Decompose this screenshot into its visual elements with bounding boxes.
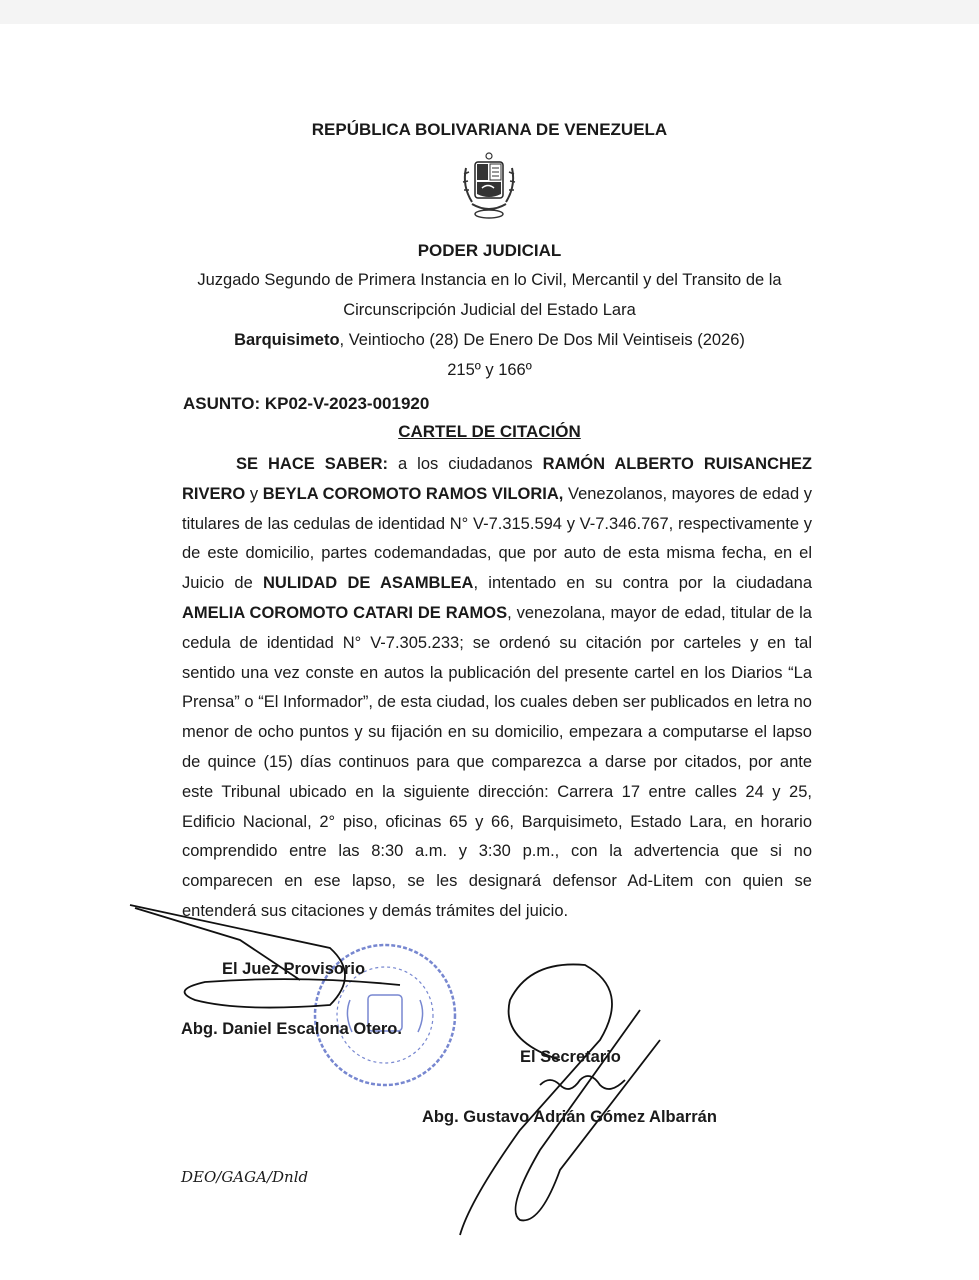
citation-body [182,450,812,927]
coat-of-arms-icon [458,150,520,222]
court-name-line-2: Circunscripción Judicial del Estado Lara [343,301,636,319]
document-title: CARTEL DE CITACIÓN [398,422,581,441]
branch-heading: PODER JUDICIAL [417,241,562,260]
country-heading: REPÚBLICA BOLIVARIANA DE VENEZUELA [311,120,668,139]
years-line: 215º y 166º [447,361,532,379]
judge-name: Abg. Daniel Escalona Otero. [181,1020,402,1038]
body-text: a los ciudadanos [388,455,543,473]
case-type: NULIDAD DE ASAMBLEA [262,574,474,593]
secretary-title: El Secretario [520,1048,621,1066]
lead-text: SE HACE SABER: [236,455,389,473]
top-band [0,0,979,24]
date-line [0,331,979,350]
body-text: , venezolana, mayor de edad, titular de la cedula de identidad N° V-7.305.233; se ordenó su citación por carteles y en tal sentido una vez conste en autos la publicación del presente cartel en los Diarios “La Prensa” o “El Informador”, de esta ciudad, los cuales deben ser publicados en letra no menor de ocho puntos y su fijación en su domicilio, empezara a computarse el lapso de quince (15) días continuos para que comparezca a darse por citados, por ante este Tribunal ubicado en la siguiente dirección: Carrera 17 entre calles 24 y 25, Edificio Nacional, 2° piso, oficinas 65 y 66, Barquisimeto, Estado Lara, en horario comprendido entre las 8:30 a.m. y 3:30 p.m., con la advertencia que si no comparecen en ese lapso, se les designará defensor Ad-Litem con quien se entenderá sus citaciones y demás trámites del juicio. [182,603,812,920]
body-text: Venezolanos, mayores de edad y titulares de las cedulas de identidad N° V-7.315.594 y V-7.346.767, respectivamente y de este domicilio, partes codemandadas, que por auto de esta misma fecha, en el Juicio de [182,484,812,593]
defendant-2: BEYLA COROMOTO RAMOS VILORIA, [262,484,564,503]
plaintiff: AMELIA COROMOTO CATARI DE RAMOS [182,603,508,622]
secretary-name: Abg. Gustavo Adrián Gómez Albarrán [422,1108,717,1126]
citation-paragraph [182,450,812,927]
date: , Veintiocho (28) De Enero De Dos Mil Veintiseis (2026) [339,331,745,349]
judge-title: El Juez Provisorio [222,960,366,978]
case-number: ASUNTO: KP02-V-2023-001920 [183,394,430,413]
court-name-line-1: Juzgado Segundo de Primera Instancia en lo Civil, Mercantil y del Transito de la [197,271,782,289]
body-text: , intentado en su contra por la ciudadana [473,574,812,593]
defendant-1: RAMÓN ALBERTO RUISANCHEZ RIVERO [182,455,812,503]
initials: DEO/GAGA/Dnld [181,1168,309,1186]
secretary-signature [460,964,660,1235]
city: Barquisimeto [234,331,340,349]
body-text: y [245,484,263,503]
